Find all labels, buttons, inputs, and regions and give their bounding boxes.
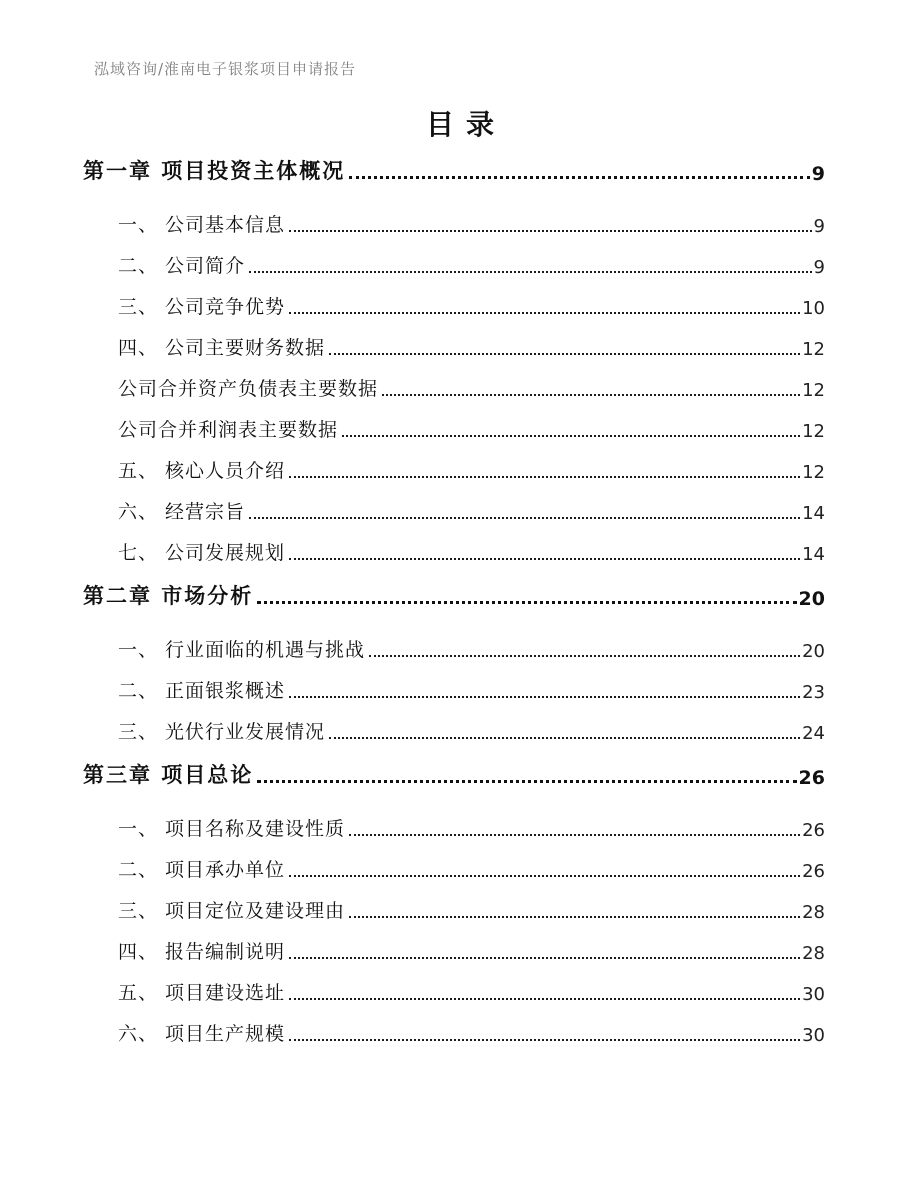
toc-entry-page: 30 xyxy=(802,984,825,1005)
toc-entry-page: 12 xyxy=(802,380,825,401)
toc-item-entry[interactable] xyxy=(83,293,825,319)
toc-entry-page: 9 xyxy=(813,257,825,278)
toc-entry-label: 七、 公司发展规划 xyxy=(118,542,286,564)
toc-entry-label: 公司合并利润表主要数据 xyxy=(118,419,339,441)
toc-entry-label: 五、 项目建设选址 xyxy=(118,982,286,1004)
toc-entry-page: 14 xyxy=(802,544,825,565)
toc-entry-page: 14 xyxy=(802,503,825,524)
toc-entry-page: 12 xyxy=(802,462,825,483)
toc-entry-label: 六、 项目生产规模 xyxy=(118,1023,286,1045)
toc-entry-page: 9 xyxy=(813,216,825,237)
table-of-contents xyxy=(0,155,920,1046)
toc-entry-page: 20 xyxy=(798,588,825,610)
toc-entry-page: 30 xyxy=(802,1025,825,1046)
toc-entry-label: 四、 公司主要财务数据 xyxy=(118,337,326,359)
toc-entry-label: 一、 公司基本信息 xyxy=(118,214,286,236)
toc-entry-page: 24 xyxy=(802,723,825,744)
toc-item-entry[interactable] xyxy=(83,334,825,360)
toc-entry-page: 26 xyxy=(798,767,825,789)
toc-entry-label: 第一章 项目投资主体概况 xyxy=(83,159,346,183)
dot-leader xyxy=(289,998,800,1000)
dot-leader xyxy=(289,1039,800,1041)
dot-leader xyxy=(329,737,800,739)
toc-item-entry[interactable] xyxy=(83,938,825,964)
toc-entry-page: 28 xyxy=(802,943,825,964)
toc-item-entry[interactable] xyxy=(83,498,825,524)
toc-item-entry[interactable] xyxy=(83,211,825,237)
toc-item-entry[interactable] xyxy=(83,979,825,1005)
toc-entry-page: 9 xyxy=(811,163,825,185)
toc-item-entry[interactable] xyxy=(83,252,825,278)
toc-entry-label: 一、 项目名称及建设性质 xyxy=(118,818,346,840)
dot-leader xyxy=(289,696,800,698)
dot-leader xyxy=(257,601,796,604)
toc-entry-label: 五、 核心人员介绍 xyxy=(118,460,286,482)
page-title: 目录 xyxy=(425,108,506,141)
document-header: 泓域咨询/淮南电子银浆项目申请报告 xyxy=(94,60,357,78)
toc-entry-label: 四、 报告编制说明 xyxy=(118,941,286,963)
toc-chapter-entry[interactable] xyxy=(83,759,825,789)
dot-leader xyxy=(289,230,812,232)
toc-entry-label: 三、 公司竞争优势 xyxy=(118,296,286,318)
toc-entry-page: 10 xyxy=(802,298,825,319)
toc-item-entry[interactable] xyxy=(83,856,825,882)
toc-entry-label: 二、 正面银浆概述 xyxy=(118,680,286,702)
dot-leader xyxy=(349,916,800,918)
dot-leader xyxy=(369,655,800,657)
toc-entry-label: 一、 行业面临的机遇与挑战 xyxy=(118,639,366,661)
dot-leader xyxy=(257,780,796,783)
dot-leader xyxy=(382,394,800,396)
toc-entry-page: 28 xyxy=(802,902,825,923)
toc-entry-label: 公司合并资产负债表主要数据 xyxy=(118,378,379,400)
toc-item-entry[interactable] xyxy=(83,375,825,401)
toc-item-entry[interactable] xyxy=(83,1020,825,1046)
toc-item-entry[interactable] xyxy=(83,677,825,703)
toc-entry-page: 20 xyxy=(802,641,825,662)
toc-item-entry[interactable] xyxy=(83,416,825,442)
toc-entry-label: 二、 项目承办单位 xyxy=(118,859,286,881)
dot-leader xyxy=(289,476,800,478)
dot-leader xyxy=(289,875,800,877)
toc-item-entry[interactable] xyxy=(83,815,825,841)
toc-entry-page: 12 xyxy=(802,339,825,360)
toc-item-entry[interactable] xyxy=(83,457,825,483)
toc-entry-page: 26 xyxy=(802,861,825,882)
dot-leader xyxy=(329,353,800,355)
toc-entry-page: 26 xyxy=(802,820,825,841)
toc-item-entry[interactable] xyxy=(83,718,825,744)
dot-leader xyxy=(349,834,800,836)
toc-item-entry[interactable] xyxy=(83,539,825,565)
toc-entry-label: 三、 光伏行业发展情况 xyxy=(118,721,326,743)
toc-item-entry[interactable] xyxy=(83,897,825,923)
dot-leader xyxy=(289,957,800,959)
dot-leader xyxy=(249,271,812,273)
dot-leader xyxy=(342,435,800,437)
dot-leader xyxy=(249,517,800,519)
toc-entry-page: 12 xyxy=(802,421,825,442)
toc-entry-page: 23 xyxy=(802,682,825,703)
toc-item-entry[interactable] xyxy=(83,636,825,662)
toc-chapter-entry[interactable] xyxy=(83,155,825,185)
toc-entry-label: 三、 项目定位及建设理由 xyxy=(118,900,346,922)
toc-entry-label: 第三章 项目总论 xyxy=(83,763,254,787)
toc-entry-label: 第二章 市场分析 xyxy=(83,584,254,608)
dot-leader xyxy=(349,176,809,179)
toc-chapter-entry[interactable] xyxy=(83,580,825,610)
toc-entry-label: 六、 经营宗旨 xyxy=(118,501,246,523)
dot-leader xyxy=(289,558,800,560)
dot-leader xyxy=(289,312,800,314)
toc-entry-label: 二、 公司简介 xyxy=(118,255,246,277)
